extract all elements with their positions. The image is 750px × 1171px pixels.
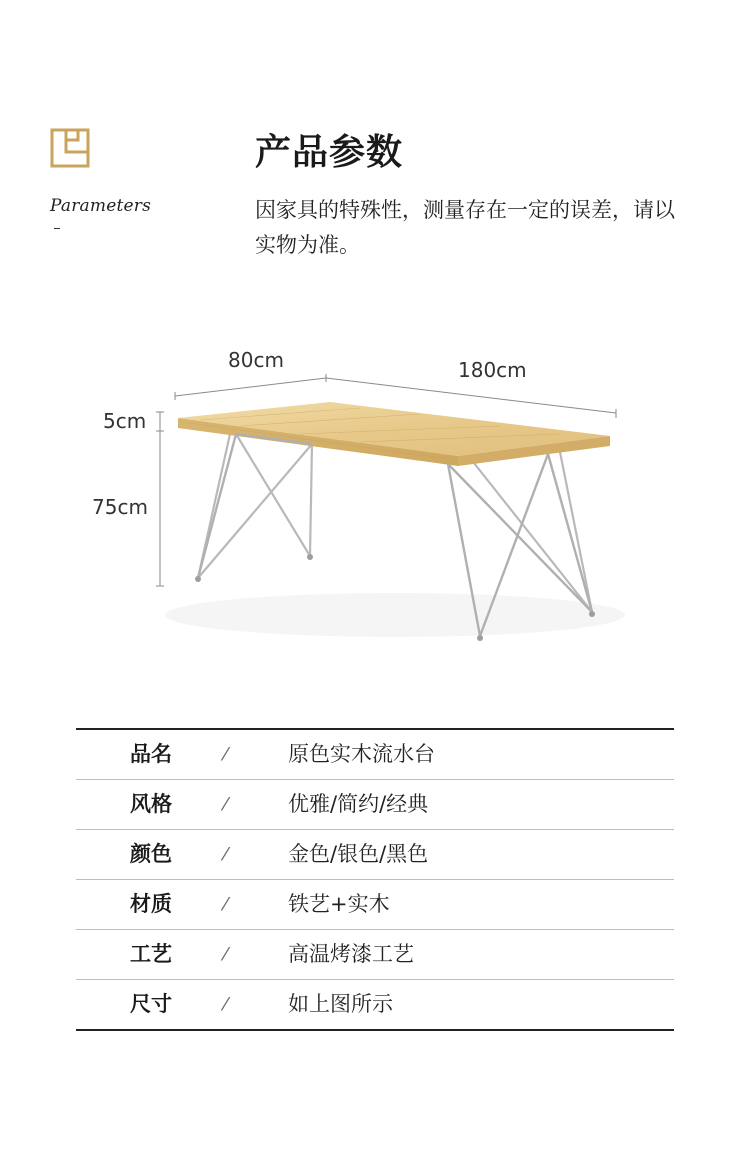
dimension-thickness-label: 5cm [103,409,147,433]
page-title: 产品参数 [255,132,404,173]
spec-separator: ⁄ [224,944,228,965]
spec-table [76,728,674,1031]
spec-key: 颜色 [130,842,172,866]
spec-value: 高温烤漆工艺 [288,942,414,966]
spec-key: 风格 [130,792,172,816]
spec-separator: ⁄ [224,794,228,815]
spec-value: 优雅/简约/经典 [288,792,429,816]
metal-legs-back [198,434,592,612]
dimension-length-label: 180cm [458,358,527,382]
spec-value: 铁艺+实木 [288,892,390,916]
spec-row-material [76,880,674,930]
spec-key: 尺寸 [130,992,172,1016]
spec-row-size [76,980,674,1029]
spec-key: 品名 [130,742,172,766]
spec-row-color [76,830,674,880]
dimension-height-label: 75cm [92,495,148,519]
spec-value: 金色/银色/黑色 [288,842,429,866]
dimension-width-label: 80cm [228,348,284,372]
spec-value: 如上图所示 [288,992,393,1016]
spec-separator: ⁄ [224,894,228,915]
brand-logo-icon [50,128,90,168]
spec-key: 工艺 [130,942,172,966]
spec-value: 原色实木流水台 [288,742,435,766]
spec-row-style [76,780,674,830]
disclaimer-text: 因家具的特殊性，测量存在一定的误差，请以实物为准。 [255,198,675,257]
spec-key: 材质 [130,892,172,916]
parameters-script-label: Parameters [50,196,151,216]
spec-separator: ⁄ [224,994,228,1015]
spec-separator: ⁄ [224,844,228,865]
spec-row-name [76,730,674,780]
spec-separator: ⁄ [224,744,228,765]
spec-row-craft [76,930,674,980]
divider-dash [54,228,60,229]
